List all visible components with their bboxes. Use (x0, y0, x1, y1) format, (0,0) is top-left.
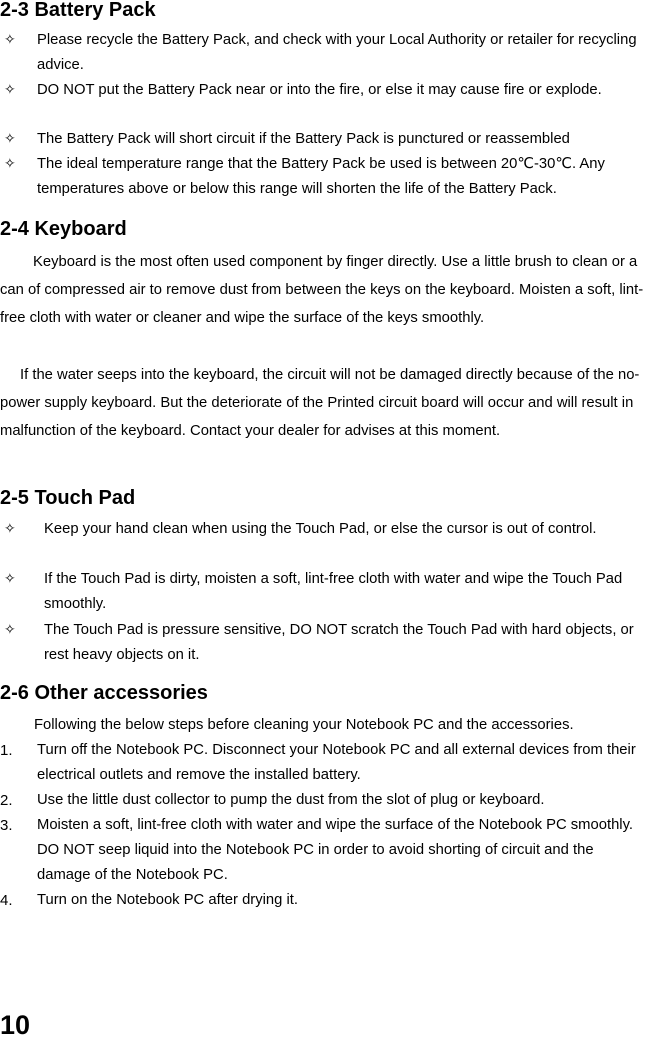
page-number: 10 (0, 1010, 31, 1040)
step-text: Turn off the Notebook PC. Disconnect your Notebook PC and all external devices from their electrical outlets and remove the installed battery. (37, 742, 636, 783)
section-title-keyboard: 2-4 Keyboard (0, 218, 127, 240)
list-item-text: DO NOT put the Battery Pack near or into the fire, or else it may cause fire or explode. (37, 82, 602, 98)
paragraph: Keyboard is the most often used component by finger directly. Use a little brush to clean or a can of compressed air to remove dust from between the keys on the keyboard. Moisten a soft, lint-free cloth with water or cleaner and wipe the surface of the keys smoothly. (0, 254, 644, 327)
step-number: 4. (0, 892, 13, 909)
section-title-other-accessories: 2-6 Other accessories (0, 682, 208, 704)
diamond-bullet-icon: ✧ (4, 131, 16, 147)
paragraph: If the water seeps into the keyboard, the circuit will not be damaged directly because of the no-power supply keyboard. But the deteriorate of the Printed circuit board will occur and will result in malfunction of the keyboard. Contact your dealer for advises at this moment. (0, 367, 640, 440)
step-number: 3. (0, 817, 13, 834)
list-item-text: The Battery Pack will short circuit if the Battery Pack is punctured or reassembled (37, 131, 570, 147)
list-item-text: The ideal temperature range that the Battery Pack be used is between 20℃-30℃. Any temperatures above or below this range will shorten the life of the Battery Pack. (37, 156, 605, 197)
diamond-bullet-icon: ✧ (4, 571, 16, 587)
step-text: Use the little dust collector to pump the dust from the slot of plug or keyboard. (37, 792, 545, 808)
diamond-bullet-icon: ✧ (4, 521, 16, 537)
list-item-text: If the Touch Pad is dirty, moisten a soft, lint-free cloth with water and wipe the Touch Pad smoothly. (44, 571, 623, 612)
list-item-text: Keep your hand clean when using the Touch Pad, or else the cursor is out of control. (44, 521, 597, 537)
diamond-bullet-icon: ✧ (4, 622, 16, 638)
section-title-touch-pad: 2-5 Touch Pad (0, 487, 136, 509)
step-text: Turn on the Notebook PC after drying it. (37, 892, 298, 908)
step-number: 2. (0, 792, 13, 809)
accessories-intro: Following the below steps before cleaning your Notebook PC and the accessories. (34, 717, 574, 733)
diamond-bullet-icon: ✧ (4, 156, 16, 172)
list-item-text: Please recycle the Battery Pack, and check with your Local Authority or retailer for recycling advice. (37, 32, 637, 73)
diamond-bullet-icon: ✧ (4, 32, 16, 48)
step-text: Moisten a soft, lint-free cloth with water and wipe the surface of the Notebook PC smoothly. DO NOT seep liquid into the Notebook PC in order to avoid shorting of circuit and the damage of the Notebook PC. (37, 817, 634, 883)
section-title-battery-pack: 2-3 Battery Pack (0, 0, 156, 21)
step-number: 1. (0, 742, 13, 759)
diamond-bullet-icon: ✧ (4, 82, 16, 98)
list-item-text: The Touch Pad is pressure sensitive, DO NOT scratch the Touch Pad with hard objects, or rest heavy objects on it. (44, 622, 634, 663)
